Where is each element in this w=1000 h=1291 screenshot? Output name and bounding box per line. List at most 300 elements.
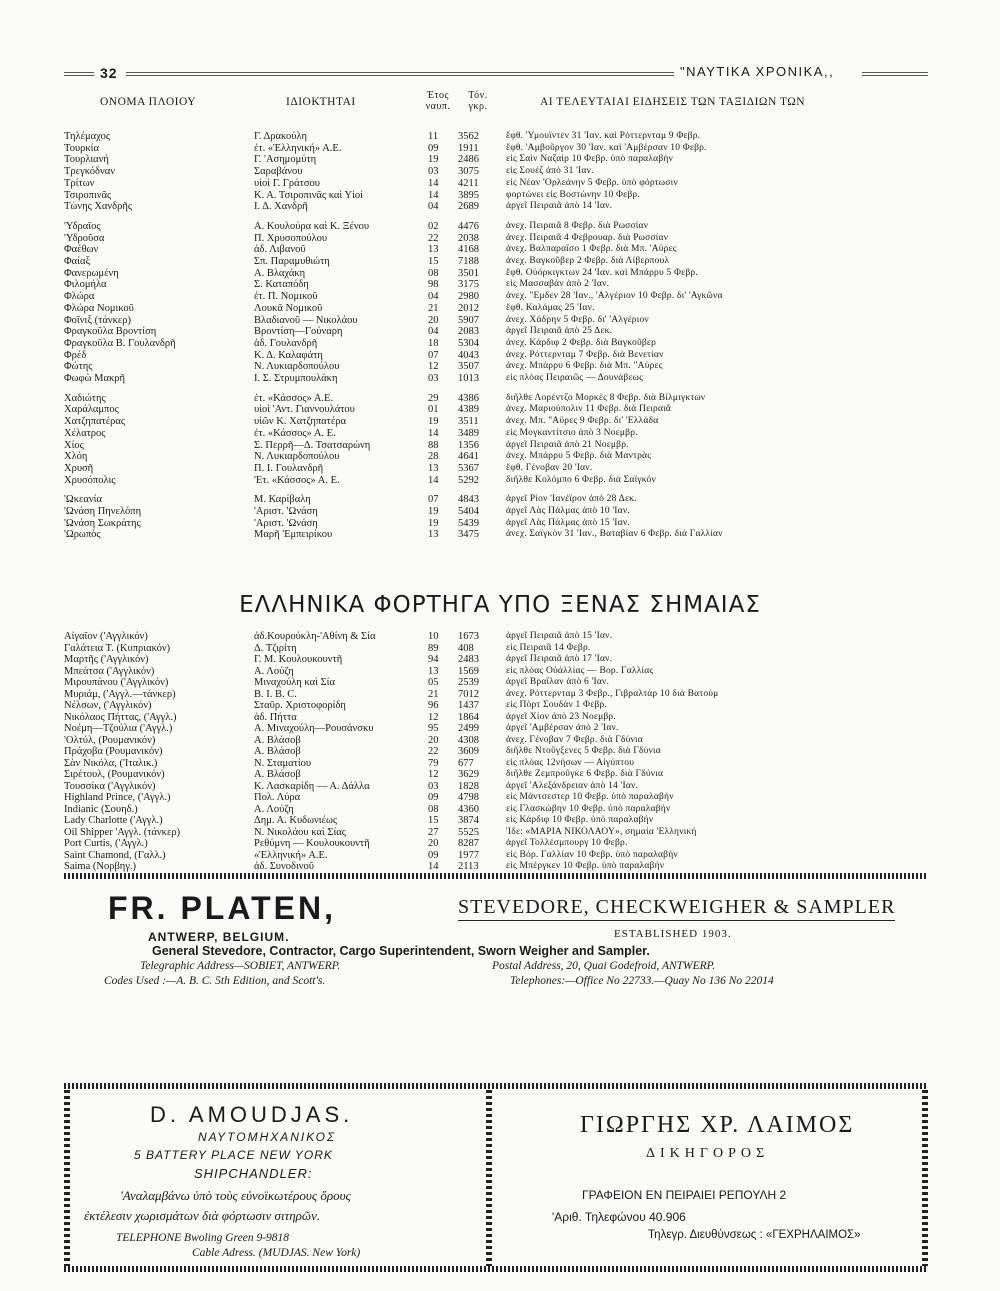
ship-name: Φώτης <box>64 361 93 373</box>
voyage-news: ἀργεῖ Πειραιᾶ ἀπὸ 17 'Ιαν. <box>506 654 613 664</box>
voyage-news: ἔφθ. Ούόρκιγκτων 24 'Ιαν. καὶ Μπάρρυ 5 Φεβρ. <box>506 267 698 278</box>
ship-name: Τρεγκόδναν <box>64 166 115 178</box>
tonnage: 1911 <box>458 142 479 154</box>
table-row <box>0 404 1000 415</box>
owner-name: Σ. Καταπόδη <box>254 279 309 291</box>
voyage-news: διῆλθε Λορέντζο Μορκὲς 8 Φεβρ. διὰ Βίλμιγκτων <box>506 392 706 403</box>
table-row <box>0 723 1000 734</box>
table-row <box>0 233 1000 244</box>
build-year: 03 <box>428 166 439 178</box>
build-year: 12 <box>428 361 439 373</box>
tonnage: 3507 <box>458 361 479 373</box>
table-row <box>0 291 1000 302</box>
build-year: 07 <box>428 494 439 506</box>
tonnage: 1437 <box>458 700 479 711</box>
table-row <box>0 440 1000 451</box>
header-owner: ΙΔΙΟΚΤΗΤΑΙ <box>286 96 356 108</box>
table-row <box>0 350 1000 361</box>
build-year: 13 <box>428 462 439 474</box>
ship-name: Τηλέμαχος <box>64 131 110 142</box>
voyage-news: εἰς Μπέργκεν 10 Φεβρ. ὑπὸ παραλαβήν <box>506 861 665 871</box>
build-year: 12 <box>428 769 439 780</box>
voyage-news: ἀργεῖ 'Αμβέρσαν ἀπὸ 2 'Ιαν. <box>506 723 619 733</box>
table-row <box>0 769 1000 780</box>
ship-name: Νικόλαος Πήττας, ('Αγγλ.) <box>64 711 177 723</box>
page-number: 32 <box>100 65 118 81</box>
voyage-news: εἰς Σαὶν Ναζαὶρ 10 Φεβρ. ὑπὸ παραλαβήν <box>506 154 674 165</box>
voyage-news: εἰς πλόας 12νήσων — Αἰγύπτου <box>506 757 635 768</box>
ship-name: 'Ωκεανία <box>64 494 102 506</box>
table-row <box>0 815 1000 826</box>
build-year: 14 <box>428 177 439 189</box>
tonnage: 2113 <box>458 861 479 872</box>
tonnage: 1569 <box>458 665 479 677</box>
table-row <box>0 303 1000 314</box>
owner-name: 'Αριστ. 'Ωνάση <box>254 506 318 517</box>
tonnage: 2486 <box>458 154 479 166</box>
build-year: 14 <box>428 474 439 486</box>
build-year: 15 <box>428 256 439 267</box>
voyage-news: φορτώνει εἰς Βοστώνην 10 Φεβρ. <box>506 189 640 200</box>
voyage-news: εἰς πλόας Οὐάλλίας — Βορ. Γαλλίας <box>506 665 654 676</box>
table-row <box>0 643 1000 654</box>
table-row <box>0 268 1000 279</box>
header-news: ΑΙ ΤΕΛΕΥΤΑΙΑΙ ΕΙΔΗΣΕΙΣ ΤΩΝ ΤΑΞΙΔΙΩΝ ΤΩΝ <box>540 96 806 108</box>
voyage-news: ἀργεῖ Πειραιᾶ ἀπὸ 15 'Ιαν. <box>506 631 613 641</box>
tonnage: 1828 <box>458 780 479 792</box>
voyage-news: ἀνεχ. "Εμδεν 28 'Ιαν., 'Αλγέριον 10 Φεβρ. δι' 'Αγκῶνα <box>506 291 723 302</box>
owner-name: Μ. Καρίβαλη <box>254 494 311 506</box>
build-year: 19 <box>428 154 439 166</box>
owner-name: Μαρῆ 'Εμπειρίκου <box>254 529 333 541</box>
amoudjas-address: 5 BATTERY PLACE NEW YORK <box>134 1148 333 1162</box>
ship-name: 'Υδραῖος <box>64 220 101 232</box>
ship-name: Saint Chamond, (Γαλλ.) <box>64 849 166 861</box>
build-year: 11 <box>428 131 439 142</box>
build-year: 20 <box>428 838 439 849</box>
platen-city: ANTWERP, BELGIUM. <box>148 930 290 944</box>
ship-name: 'Ωνάση Πηνελόπη <box>64 506 142 517</box>
build-year: 28 <box>428 451 439 463</box>
owner-name: ἀδ.Κουρούκλη-'Αθίνη & Σία <box>254 631 376 642</box>
build-year: 19 <box>428 506 439 517</box>
voyage-news: ἀνεχ. Πειραιᾶ 8 Φεβρ. διὰ Ρωσσίαν <box>506 220 649 231</box>
voyage-news: ἀργεῖ Πειραιᾶ ἀπὸ 21 Νοεμβρ. <box>506 439 629 450</box>
build-year: 96 <box>428 700 439 711</box>
voyage-news: ἀνεχ. Μπάρρυ 6 Φεβρ. διὰ Μπ. "Αϋρες <box>506 361 663 372</box>
voyage-news: διῆλθε Ζεμπροῦγκε 6 Φεβρ. διὰ Γδύνια <box>506 769 664 779</box>
ship-name: Χαράλαμπος <box>64 404 119 416</box>
build-year: 88 <box>428 439 439 451</box>
table-row <box>0 244 1000 255</box>
ship-name: Oil Shipper 'Αγγλ. (τάνκερ) <box>64 826 181 838</box>
platen-established: ESTABLISHED 1903. <box>614 928 732 940</box>
owner-name: «Ἑλληνική» Α.Ε. <box>254 849 328 861</box>
owner-name: Πολ. Λύρα <box>254 792 301 803</box>
tonnage: 2083 <box>458 326 479 338</box>
build-year: 13 <box>428 665 439 677</box>
tonnage: 5439 <box>458 517 479 529</box>
magazine-title: "ΝΑΥΤΙΚΑ ΧΡΟΝΙΚΑ,, <box>680 64 835 79</box>
ship-name: Χαδιώτης <box>64 392 106 404</box>
table-row <box>0 746 1000 757</box>
build-year: 21 <box>428 302 439 314</box>
tonnage: 4641 <box>458 451 479 463</box>
tonnage: 5525 <box>458 826 479 838</box>
platen-name: FR. PLATEN, <box>108 890 336 926</box>
build-year: 89 <box>428 642 439 654</box>
owner-name: Δ. Τζιρίτη <box>254 642 297 654</box>
ship-name: Lady Charlotte ('Αγγλ.) <box>64 815 163 826</box>
ship-name: Φραγκοῦλα Β. Γουλανδρῆ <box>64 337 176 349</box>
ship-name: Φοῖνιξ (τάνκερ) <box>64 314 132 326</box>
laimos-role: ΔΙΚΗΓΟΡΟΣ <box>646 1146 770 1161</box>
laimos-telegram: Τηλεγρ. Διευθύνσεως : «ΓΕΧΡΗΛΑΙΜΟΣ» <box>648 1229 861 1241</box>
table-row <box>0 850 1000 861</box>
build-year: 07 <box>428 349 439 361</box>
owner-name: ἐτ. «Κάσσος» Α. Ε. <box>254 427 336 439</box>
voyage-news: ἀνεχ. Μαριούπολιν 11 Φεβρ. διὰ Πειραιᾶ <box>506 404 672 415</box>
build-year: 10 <box>428 631 439 642</box>
owner-name: Β. Ι. Β. C. <box>254 688 297 700</box>
amoudjas-line2: ἐκτέλεσιν χωρισμάτων διὰ φόρτωσιν σιτηρῶν. <box>84 1208 321 1223</box>
voyage-news: 'Ιδε: «ΜΑΡΙΑ ΝΙΚΟΛΑΟΥ», σημαία 'Ελληνική <box>506 826 697 837</box>
table-row <box>0 827 1000 838</box>
build-year: 14 <box>428 189 439 201</box>
tonnage: 3175 <box>458 279 479 291</box>
ship-name: Χλόη <box>64 451 88 463</box>
voyage-news: εἰς Πὸρτ Σουδὰν 1 Φεβρ. <box>506 700 607 710</box>
build-year: 22 <box>428 232 439 244</box>
tonnage: 3489 <box>458 427 479 439</box>
table-row <box>0 131 1000 142</box>
ship-name: Χατζηπατέρας <box>64 416 126 428</box>
tonnage: 8287 <box>458 838 479 849</box>
build-year: 13 <box>428 244 439 256</box>
build-year: 27 <box>428 826 439 838</box>
table-row <box>0 373 1000 384</box>
table-row <box>0 428 1000 439</box>
tonnage: 7188 <box>458 256 479 267</box>
table-row <box>0 166 1000 177</box>
ship-name: Φαέθων <box>64 244 99 256</box>
table-row <box>0 326 1000 337</box>
header-ship: ΟΝΟΜΑ ΠΛΟΙΟΥ <box>100 96 197 108</box>
ship-name: Τρίτων <box>64 177 95 189</box>
table-row <box>0 338 1000 349</box>
tonnage: 4843 <box>458 494 479 506</box>
owner-name: Δημ. Α. Κυδωνιέως <box>254 815 338 826</box>
voyage-news: ἀργεῖ Χίον ἀπὸ 23 Νοεμβρ. <box>506 711 616 722</box>
owner-name: Ι. Σ. Στρυμπουλάκη <box>254 373 338 384</box>
ship-name: 'Υδροῦσα <box>64 232 105 244</box>
ship-name: Φανερωμένη <box>64 267 119 279</box>
table-row <box>0 256 1000 267</box>
ship-name: Saima (Νορβηγ.) <box>64 861 137 872</box>
tonnage: 5367 <box>458 462 479 474</box>
owner-name: Α. Κουλούρα καὶ Κ. Ξένου <box>254 220 370 232</box>
ship-name: Τσιροπινᾶς <box>64 189 112 201</box>
voyage-news: εἰς Νέαν 'Ορλεάνην 5 Φεβρ. ὑπὸ φόρτωσιν <box>506 177 678 188</box>
build-year: 95 <box>428 723 439 734</box>
amoudjas-trade: SHIPCHANDLER: <box>194 1166 313 1181</box>
tonnage: 408 <box>458 642 474 654</box>
table-row <box>0 451 1000 462</box>
build-year: 20 <box>428 314 439 326</box>
ship-name: Φλώρα Νομικοῦ <box>64 302 134 314</box>
tonnage: 2980 <box>458 291 479 303</box>
owner-name: Σταῦρ. Χριστοφορίδη <box>254 700 346 711</box>
ad-amoudjas <box>78 1096 478 1266</box>
ship-name: Φιλομήλα <box>64 279 107 291</box>
tonnage: 2689 <box>458 201 479 213</box>
build-year: 03 <box>428 373 439 384</box>
ship-name: Φρέδ <box>64 349 87 361</box>
owner-name: Γ. 'Ασημομύτη <box>254 154 317 166</box>
ship-name: Πράχοβα (Ρουμανικόν) <box>64 746 163 757</box>
build-year: 02 <box>428 220 439 232</box>
tonnage: 1977 <box>458 849 479 861</box>
build-year: 12 <box>428 711 439 723</box>
amoudjas-role: ΝΑΥΤΟΜΗΧΑΝΙΚΟΣ <box>198 1130 337 1144</box>
table-row <box>0 631 1000 642</box>
ship-name: Χέλατρος <box>64 427 106 439</box>
voyage-news: ἔφθ. 'Υμουϊντεν 31 'Ιαν. καὶ Ρόττερνταμ 9 Φεβρ. <box>506 131 701 141</box>
table-row <box>0 677 1000 688</box>
table-row <box>0 838 1000 849</box>
ship-name: Νέλσων, ('Αγγλικόν) <box>64 700 152 711</box>
owner-name: Σπ. Παραμυθιώτη <box>254 256 330 267</box>
owner-name: Ι. Δ. Χανδρῆ <box>254 201 308 213</box>
voyage-news: εἰς Μασσαβάν ἀπὸ 2 'Ιαν. <box>506 279 610 290</box>
owner-name: ἀδ. Γουλανδρῆ <box>254 337 318 349</box>
tonnage: 4211 <box>458 177 479 189</box>
voyage-news: ἀνεχ. Ρόττερνταμ 7 Φεβρ. διὰ Βενετίαν <box>506 349 664 360</box>
table-row <box>0 143 1000 154</box>
tonnage: 5292 <box>458 474 479 486</box>
left-border <box>64 1090 70 1266</box>
tonnage: 3562 <box>458 131 479 142</box>
voyage-news: ἔφθ. 'Αμβοῦργον 30 'Ιαν. καὶ 'Αμβέρσαν 10 Φεβρ. <box>506 142 707 153</box>
table-row <box>0 654 1000 665</box>
table-row <box>0 792 1000 803</box>
middle-border <box>486 1090 492 1266</box>
owner-name: Βλαδιανοῦ — Νικολάου <box>254 314 358 326</box>
build-year: 29 <box>428 392 439 404</box>
voyage-news: εἰς Βόρ. Γαλλίαν 10 Φεβρ. ὑπὸ παραλαβήν <box>506 849 678 860</box>
table-row <box>0 475 1000 486</box>
ship-name: Indianic (Σουηδ.) <box>64 803 138 815</box>
voyage-news: ἔφθ. Καλάμας 25 'Ιαν. <box>506 302 595 313</box>
build-year: 03 <box>428 780 439 792</box>
tonnage: 3874 <box>458 815 479 826</box>
owner-name: ἀδ. Λιβανοῦ <box>254 244 306 256</box>
table-row <box>0 529 1000 540</box>
owner-name: Ν. Νικολάου καὶ Σίας <box>254 826 346 838</box>
owner-name: ἀδ. Συνοδινοῦ <box>254 861 314 872</box>
table-row <box>0 506 1000 517</box>
owner-name: Ρεθύμνη — Κουλουκουντῆ <box>254 838 370 849</box>
laimos-name: ΓΙΩΡΓΗΣ ΧΡ. ΛΑΙΜΟΣ <box>580 1112 855 1138</box>
voyage-news: ἀνεχ. Ρόττερνταμ 3 Φεβρ., Γιβραλτὰρ 10 διὰ Βατοὺμ <box>506 688 719 699</box>
tonnage: 4308 <box>458 734 479 746</box>
voyage-news: ἀνεχ. Βαλπαραΐσο 1 Φεβρ. διὰ Μπ. 'Αϋρες <box>506 244 677 255</box>
voyage-news: ἀνεχ. Βαγκοῦβερ 2 Φεβρ. διὰ Λίβερπουλ <box>506 256 670 266</box>
tonnage: 1013 <box>458 373 479 384</box>
voyage-news: ἀργεῖ 'Αλεξάνδρειαν ἀπὸ 14 'Ιαν. <box>506 780 639 791</box>
laimos-office: ΓΡΑΦΕΙΟΝ ΕΝ ΠΕΙΡΑΙΕΙ ΡΕΠΟΥΛΗ 2 <box>582 1188 787 1202</box>
rule-bottom <box>64 1266 928 1272</box>
tonnage: 3501 <box>458 267 479 279</box>
owner-name: Λουκᾶ Νομικοῦ <box>254 302 323 314</box>
ship-name: Μπεάτσα ('Αγγλικόν) <box>64 665 155 677</box>
tonnage: 5304 <box>458 337 479 349</box>
owner-name: ἐτ. «Κάσσος» Α.Ε. <box>254 392 334 404</box>
owner-name: ἐτ. Π. Νομικοῦ <box>254 291 318 303</box>
rule-top-platen <box>64 873 928 879</box>
voyage-news: ἀνεχ. Πειραιᾶ 4 Φεβρουαρ. διὰ Ρωσσίαν <box>506 232 669 243</box>
ad-platen <box>64 882 928 987</box>
voyage-news: διῆλθε Κολόμπο 6 Φεβρ. διὰ Σαϊγκόν <box>506 474 656 485</box>
platen-services: General Stevedore, Contractor, Cargo Superintendent, Sworn Weigher and Sampler. <box>152 944 650 958</box>
tonnage: 1356 <box>458 439 479 451</box>
tonnage: 2499 <box>458 723 479 734</box>
right-border <box>922 1090 928 1266</box>
build-year: 04 <box>428 291 439 303</box>
tonnage: 3075 <box>458 166 479 178</box>
table-row <box>0 735 1000 746</box>
build-year: 13 <box>428 529 439 541</box>
ship-name: Highland Prince, ('Αγγλ.) <box>64 792 171 803</box>
table-row <box>0 393 1000 404</box>
tonnage: 4386 <box>458 392 479 404</box>
table-row <box>0 666 1000 677</box>
tonnage: 4798 <box>458 792 479 803</box>
ship-name: Τουσσίκα ('Αγγλικόν) <box>64 780 156 792</box>
amoudjas-phone: TELEPHONE Bwoling Green 9-9818 <box>116 1232 290 1244</box>
tonnage: 4360 <box>458 803 479 815</box>
tonnage: 1673 <box>458 631 479 642</box>
amoudjas-cable: Cable Adress. (MUDJAS. New York) <box>192 1247 361 1259</box>
owner-name: Α. Βλάσοβ <box>254 734 301 746</box>
ship-name: Γαλάτεια Τ. (Κυπριακόν) <box>64 642 171 654</box>
table-row <box>0 700 1000 711</box>
foreign-flag-title: ΕΛΛΗΝΙΚΑ ΦΟΡΤΗΓΑ ΥΠΟ ΞΕΝΑΣ ΣΗΜΑΙΑΣ <box>239 592 761 618</box>
tonnage: 4476 <box>458 220 479 232</box>
ship-name: Νοέμη—Τζούλια ('Αγγλ.) <box>64 723 173 734</box>
voyage-news: ἀργεῖ Βραΐλαν ἀπὸ 6 'Ιαν. <box>506 677 610 687</box>
owner-name: Κ. Α. Τσιροπινᾶς καὶ Υἱοί <box>254 189 363 201</box>
owner-name: Κ. Λασκαρίδη — Α. Δάλλα <box>254 780 370 792</box>
owner-name: Γ. Μ. Κουλουκουντῆ <box>254 654 343 665</box>
table-row <box>0 758 1000 769</box>
tonnage: 677 <box>458 757 474 769</box>
owner-name: Α. Λούζη <box>254 803 294 815</box>
table-row <box>0 221 1000 232</box>
build-year: 94 <box>428 654 439 665</box>
owner-name: Μιναχούλη καὶ Σία <box>254 677 335 688</box>
platen-phones: Telephones:—Office No 22733.—Quay No 136 No 22014 <box>510 975 774 987</box>
ship-name: Αἰγαῖον ('Αγγλικόν) <box>64 631 148 642</box>
voyage-news: ἀνεχ. Κάρδιφ 2 Φεβρ. διὰ Βαγκοῦβερ <box>506 337 657 348</box>
table-row <box>0 804 1000 815</box>
build-year: 15 <box>428 815 439 826</box>
owner-name: Ν. Σταματίου <box>254 757 312 769</box>
table-row <box>0 315 1000 326</box>
tonnage: 4043 <box>458 349 479 361</box>
build-year: 09 <box>428 142 439 154</box>
owner-name: Σ. Περρῆ—Δ. Τσατσαρώνη <box>254 439 371 451</box>
build-year: 08 <box>428 803 439 815</box>
build-year: 22 <box>428 746 439 757</box>
table-row <box>0 279 1000 290</box>
build-year: 01 <box>428 404 439 416</box>
ship-name: Μιρουπάνου ('Αγγλικόν) <box>64 677 169 688</box>
laimos-phone: 'Αριθ. Τηλεφώνου 40.906 <box>552 1210 686 1224</box>
page-header <box>0 60 1000 80</box>
tonnage: 2539 <box>458 677 479 688</box>
table-row <box>0 712 1000 723</box>
voyage-news: ἀνεχ. Μπάρρυ 5 Φεβρ. διὰ Μαντρὰς <box>506 451 652 462</box>
table-row <box>0 518 1000 529</box>
tonnage: 4389 <box>458 404 479 416</box>
tonnage: 3475 <box>458 529 479 541</box>
tonnage: 3629 <box>458 769 479 780</box>
owner-name: υἱῶν Κ. Χατζηπατέρα <box>254 416 347 428</box>
owner-name: ἐτ. «Ἑλληνική» Α.Ε. <box>254 142 342 154</box>
table-row <box>0 689 1000 700</box>
voyage-news: ἀργεῖ Λὰς Πάλμας ἀπὸ 15 'Ιαν. <box>506 517 630 528</box>
build-year: 14 <box>428 861 439 872</box>
build-year: 09 <box>428 792 439 803</box>
tonnage: 5404 <box>458 506 479 517</box>
build-year: 21 <box>428 688 439 700</box>
platen-telegraphic: Telegraphic Address—SOBIET, ANTWERP. <box>140 960 341 972</box>
voyage-news: εἰς Σουέζ ἀπὸ 31 'Ιαν. <box>506 166 594 177</box>
ship-name: Σιρέτουλ, (Ρουμανικόν) <box>64 769 165 780</box>
table-row <box>0 416 1000 427</box>
tonnage: 7012 <box>458 688 479 700</box>
owner-name: Γ. Δρακούλη <box>254 131 307 142</box>
tonnage: 1864 <box>458 711 479 723</box>
tonnage: 5907 <box>458 314 479 326</box>
owner-name: Α. Βλάσοβ <box>254 746 301 757</box>
voyage-news: εἰς Κάρδιφ 10 Φεβρ. ὑπὸ παραλαβήν <box>506 815 654 825</box>
amoudjas-name: D. AMOUDJAS. <box>150 1102 354 1127</box>
ship-name: 'Ολτύλ, (Ρουμανικόν) <box>64 734 156 746</box>
platen-codes: Codes Used :—A. B. C. 5th Edition, and Scott's. <box>104 975 326 987</box>
owner-name: Κ. Δ. Καλαφάτη <box>254 349 323 361</box>
tonnage: 3609 <box>458 746 479 757</box>
build-year: 20 <box>428 734 439 746</box>
rule-top-lower-ads <box>64 1083 928 1089</box>
owner-name: υἱοὶ 'Αντ. Γιαννουλάτου <box>254 404 355 416</box>
ship-name: Μαρτῆς ('Αγγλικόν) <box>64 654 149 665</box>
owner-name: Σαραβάνου <box>254 166 303 178</box>
build-year: 18 <box>428 337 439 349</box>
voyage-news: εἰς Μάντσεστερ 10 Φεβρ. ὑπὸ παραλαβήν <box>506 792 674 802</box>
build-year: 04 <box>428 326 439 338</box>
owner-name: Π. Χρυσοπούλου <box>254 232 328 244</box>
owner-name: Π. Ι. Γουλανδρῆ <box>254 462 324 474</box>
voyage-news: εἰς πλόας Πειραιῶς — Δουνάβεως <box>506 373 644 383</box>
owner-name: Α. Μιναχούλη—Ρουσάνσκυ <box>254 723 374 734</box>
ship-name: Φραγκοῦλα Βροντίση <box>64 326 157 338</box>
table-row <box>0 781 1000 792</box>
ship-name: Φαίαξ <box>64 256 91 267</box>
voyage-news: εἰς Γλασκώβην 10 Φεβρ. ὑπὸ παραλαβήν <box>506 803 671 814</box>
ship-name: 'Ωρωπὸς <box>64 529 101 541</box>
